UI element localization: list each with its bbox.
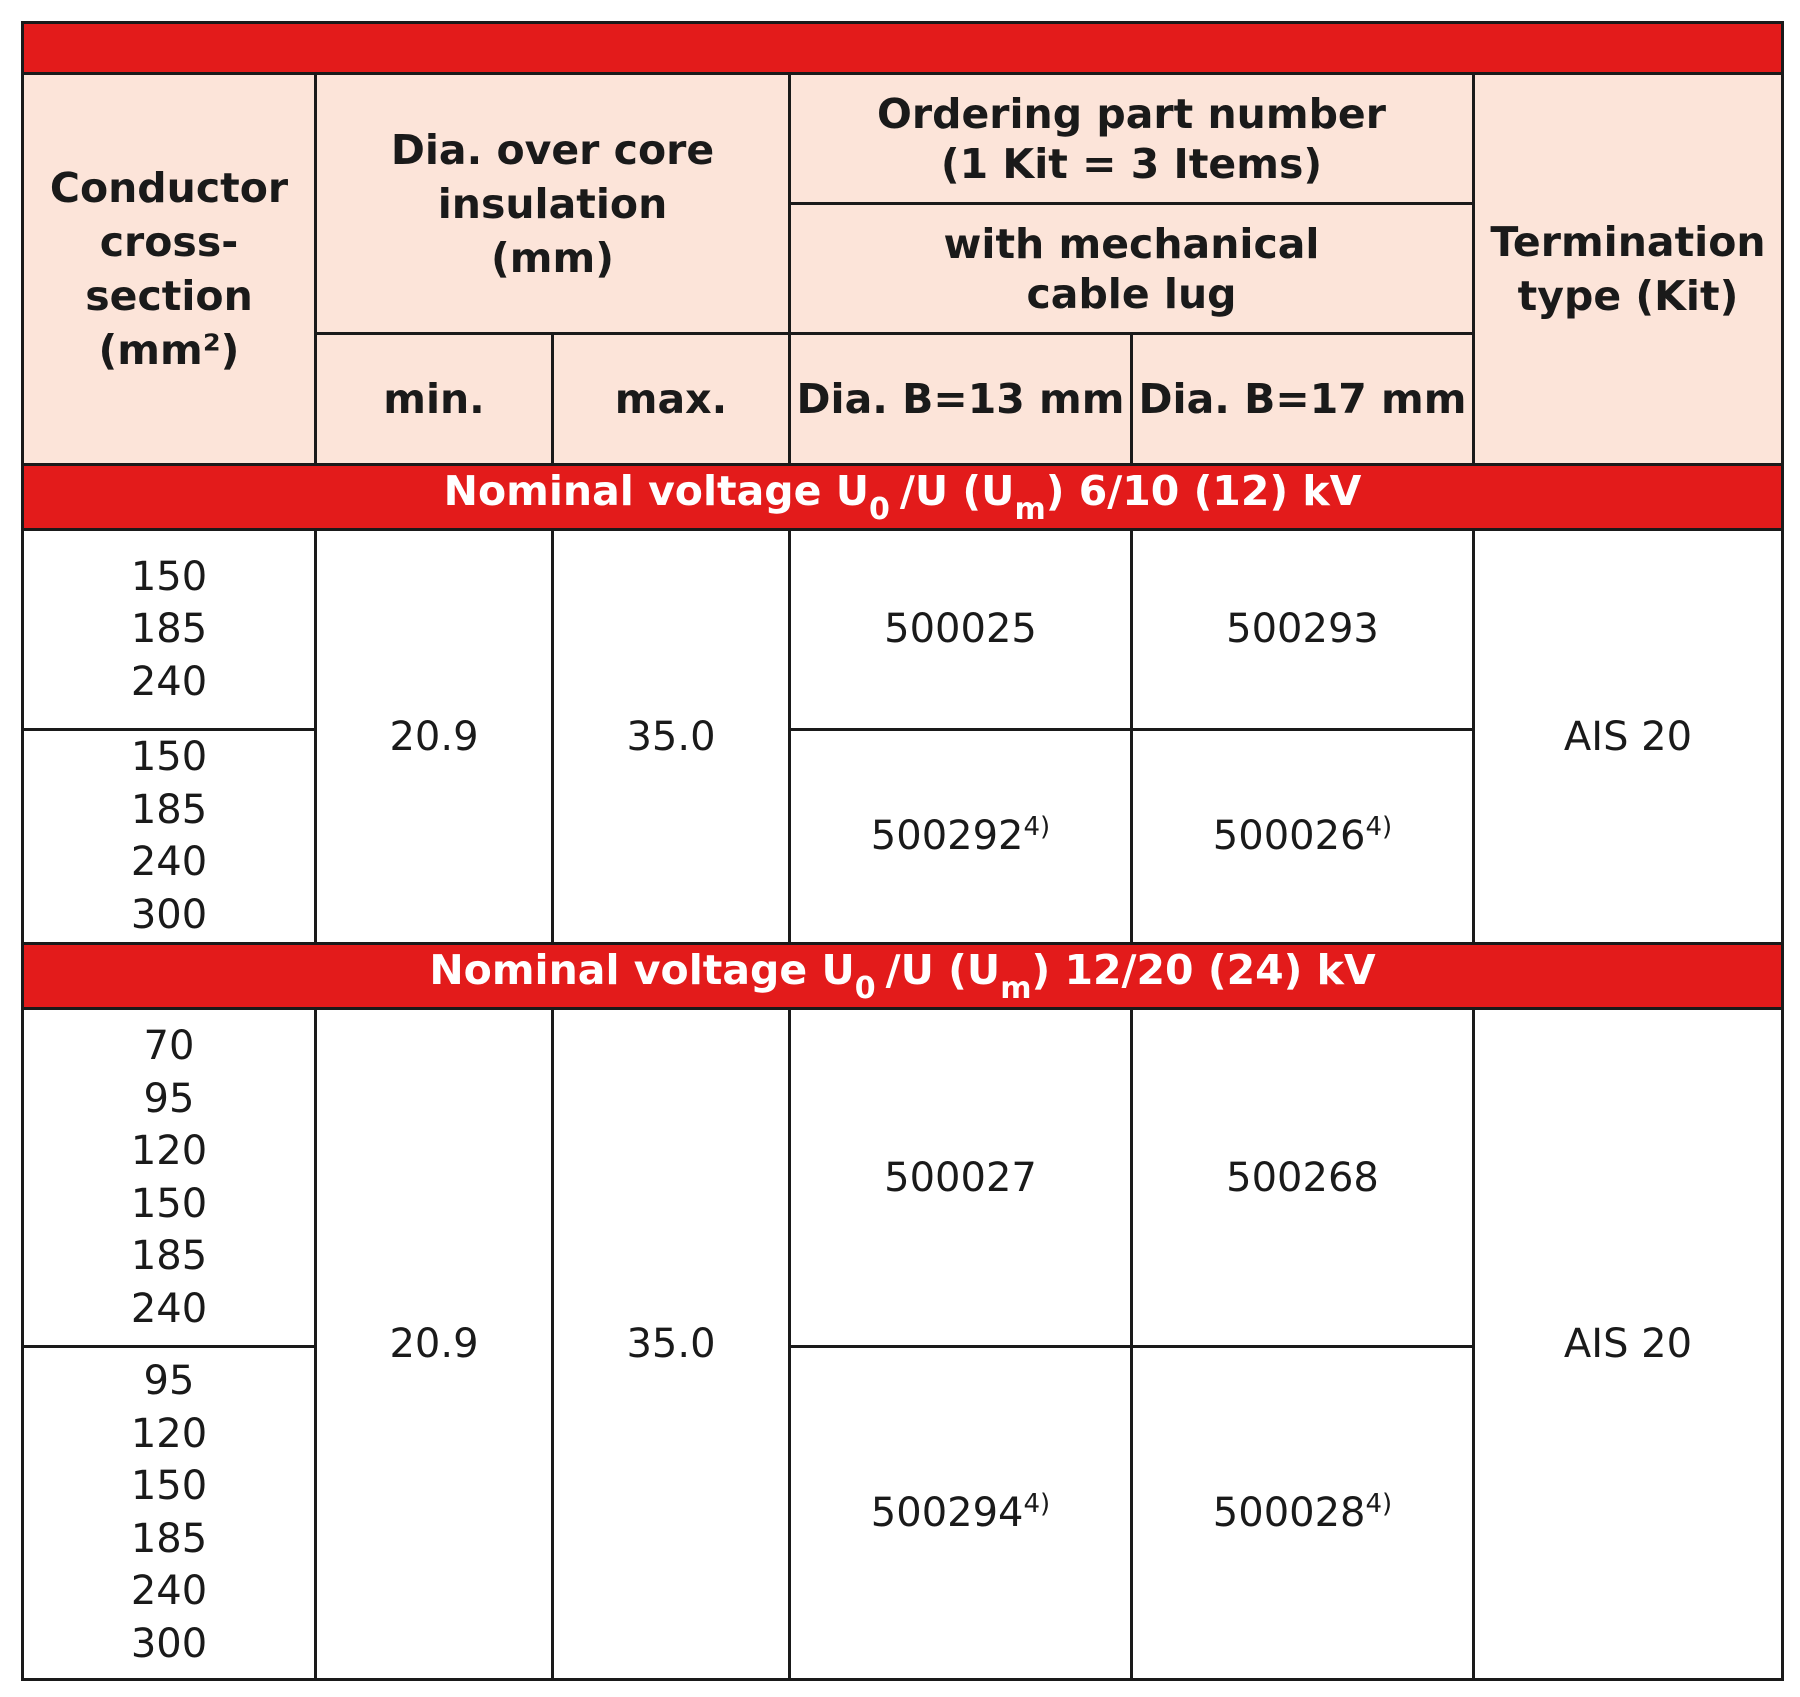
conductor-sections-cell: 150 185 240 300	[23, 729, 316, 943]
conductor-sections-cell: 95 120 150 185 240 300	[23, 1346, 316, 1679]
header-max: max.	[553, 334, 790, 465]
footnote-marker: 4)	[1365, 812, 1393, 843]
max-value-cell: 35.0	[553, 1009, 790, 1680]
termination-type-cell: AIS 20	[1474, 1009, 1783, 1680]
header-dia-b-17: Dia. B=17 mm	[1132, 334, 1474, 465]
band-text-post: ) 6/10 (12) kV	[1045, 466, 1362, 515]
part-number: 500027	[884, 1154, 1037, 1201]
header-with-mechanical-cable-lug: with mechanical cable lug	[790, 204, 1474, 334]
band-sub-m: m	[1014, 491, 1046, 527]
voltage-band-label	[23, 944, 1783, 1009]
part-number: 500268	[1226, 1154, 1379, 1201]
header-dia-over-core-insulation: Dia. over core insulation (mm)	[316, 74, 790, 334]
header-ordering-part-number: Ordering part number (1 Kit = 3 Items)	[790, 74, 1474, 204]
conductor-sections-cell: 150 185 240	[23, 530, 316, 729]
voltage-band-6-10	[23, 464, 1783, 529]
band-text-pre: Nominal voltage U	[443, 466, 869, 515]
part-number: 500028	[1212, 1489, 1366, 1536]
band-text-pre: Nominal voltage U	[429, 946, 855, 995]
header-termination-type: Termination type (Kit)	[1474, 74, 1783, 465]
header-dia-b-13: Dia. B=13 mm	[790, 334, 1132, 465]
band-text-mid: /U (U	[885, 946, 1001, 995]
header-row-1	[23, 74, 1783, 204]
part-number-b17-cell	[1132, 1346, 1474, 1679]
termination-type-cell: AIS 20	[1474, 530, 1783, 944]
min-value-cell: 20.9	[316, 1009, 553, 1680]
part-number: 500026	[1212, 813, 1366, 860]
band-text-post: ) 12/20 (24) kV	[1031, 946, 1376, 995]
table-row	[23, 530, 1783, 729]
voltage-band-12-20	[23, 944, 1783, 1009]
part-number: 500293	[1226, 606, 1379, 653]
ordering-table	[21, 21, 1784, 1681]
top-red-bar-cell	[23, 23, 1783, 74]
table-row	[23, 1009, 1783, 1346]
top-red-bar	[23, 23, 1783, 74]
max-value-cell: 35.0	[553, 530, 790, 944]
footnote-marker: 4)	[1365, 1488, 1393, 1519]
part-number: 500294	[870, 1489, 1024, 1536]
band-sub-0: 0	[854, 971, 876, 1007]
band-sub-0: 0	[869, 491, 890, 527]
part-number-b13-cell	[790, 729, 1132, 943]
part-number-b17-cell	[1132, 530, 1474, 729]
band-text-mid: /U (U	[899, 466, 1015, 515]
footnote-marker: 4)	[1023, 1488, 1051, 1519]
header-min: min.	[316, 334, 553, 465]
part-number-b13-cell	[790, 530, 1132, 729]
part-number-b13-cell	[790, 1009, 1132, 1346]
part-number-b17-cell	[1132, 729, 1474, 943]
part-number-b13-cell	[790, 1346, 1132, 1679]
part-number-b17-cell	[1132, 1009, 1474, 1346]
min-value-cell: 20.9	[316, 530, 553, 944]
header-conductor-cross-section: Conductor cross- section (mm²)	[23, 74, 316, 465]
conductor-sections-cell: 70 95 120 150 185 240	[23, 1009, 316, 1346]
footnote-marker: 4)	[1023, 812, 1051, 843]
part-number: 500292	[870, 813, 1024, 860]
band-sub-m: m	[1000, 971, 1032, 1007]
voltage-band-label	[23, 464, 1783, 529]
part-number: 500025	[884, 606, 1037, 653]
